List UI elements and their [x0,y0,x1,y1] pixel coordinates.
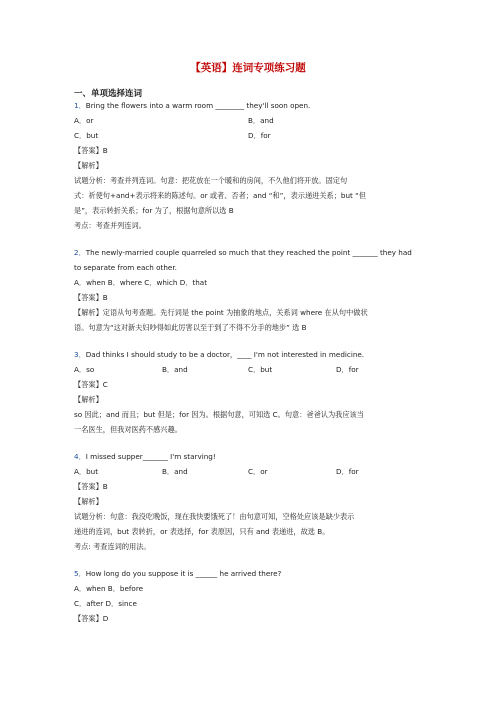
q3-option-b: B．and [162,365,188,374]
q1-analysis-line-3: 是”，表示转折关系；for 为了，根据句意所以选 B [74,206,234,215]
q1-option-a: A．or [74,116,94,125]
question-number: 1． [74,101,86,110]
q3-option-d: D．for [336,365,359,374]
q3-analysis-label: 【解析】 [74,395,103,404]
question-3-stem [74,350,364,359]
q3-option-c: C．but [248,365,273,374]
q4-analysis-line-1: 试题分析：句意：我没吃晚饭，现在我快要饿死了！由句意可知，空格处应该是缺少表示 [74,512,355,521]
q4-analysis-label: 【解析】 [74,497,103,506]
question-1-stem [74,101,310,110]
q3-analysis-line-1: so 因此；and 而且；but 但是；for 因为。根据句意，可知选 C。句意：爸爸认为我应该当 [74,410,364,419]
q4-option-c: C．or [248,467,268,476]
question-number: 3． [74,350,86,359]
question-text: Dad thinks I should study to be a doctor，____ I'm not interested in medicine. [85,350,365,359]
q4-answer: 【答案】B [74,482,108,491]
question-5-stem [74,569,281,578]
q2-analysis-line-2: 语。句意为“这对新夫妇吵得如此厉害以至于到了不得不分手的地步” 选 B [74,323,307,332]
q4-option-b: B．and [162,467,188,476]
q3-answer: 【答案】C [74,380,108,389]
q1-answer: 【答案】B [74,146,108,155]
q3-option-a: A．so [74,365,95,374]
question-text: The newly-married couple quarreled so much that they reached the point _______ they had [85,248,412,257]
q1-analysis-line-1: 试题分析：考查并列连词。句意：把花放在一个暖和的房间，不久他们将开放。固定句 [74,176,348,185]
question-2-stem-1 [74,248,412,257]
q2-answer: 【答案】B [74,293,108,302]
q2-options: A．when B．where C．which D．that [74,278,208,287]
question-text: How long do you suppose it is ______ he arrived there? [85,569,282,578]
q4-analysis-line-2: 递进的连词，but 表转折，or 表选择，for 表原因，只有 and 表递进，故选 B。 [74,527,330,536]
q4-option-d: D．for [336,467,359,476]
q1-option-d: D．for [248,131,271,140]
section-heading: 一、单项选择连词 [74,89,143,99]
question-text: I missed supper_______ I'm starving! [85,452,216,461]
q3-analysis-line-2: 一名医生，但我对医药不感兴趣。 [74,425,182,434]
question-2-stem-2: to separate from each other. [74,263,177,272]
question-number: 5． [74,569,86,578]
question-number: 4． [74,452,86,461]
q5-options-row-1: A．when B．before [74,584,144,593]
q1-analysis-label: 【解析】 [74,161,103,170]
question-number: 2． [74,248,86,257]
q1-analysis-line-2: 式：祈使句+and+表示将来的陈述句。or 或者、否者；and “和”，表示递进关系；but “但 [74,191,367,200]
q4-option-a: A．but [74,467,99,476]
q4-point: 考点: 考查连词的用法。 [74,542,151,551]
q1-option-c: C．but [74,131,99,140]
q5-answer: 【答案】D [74,614,109,623]
q1-option-b: B．and [248,116,274,125]
question-4-stem [74,452,216,461]
question-text: Bring the flowers into a warm room ________ they'll soon open. [85,101,311,110]
q2-analysis-line-1: 【解析】定语从句考查题。先行词是 the point 为抽象的地点，关系词 where 在从句中做状 [74,308,368,317]
q5-options-row-2: C．after D．since [74,599,137,608]
page-title: 【英语】连词专项练习题 [190,62,306,74]
q1-point: 考点：考查并列连词。 [74,221,146,230]
